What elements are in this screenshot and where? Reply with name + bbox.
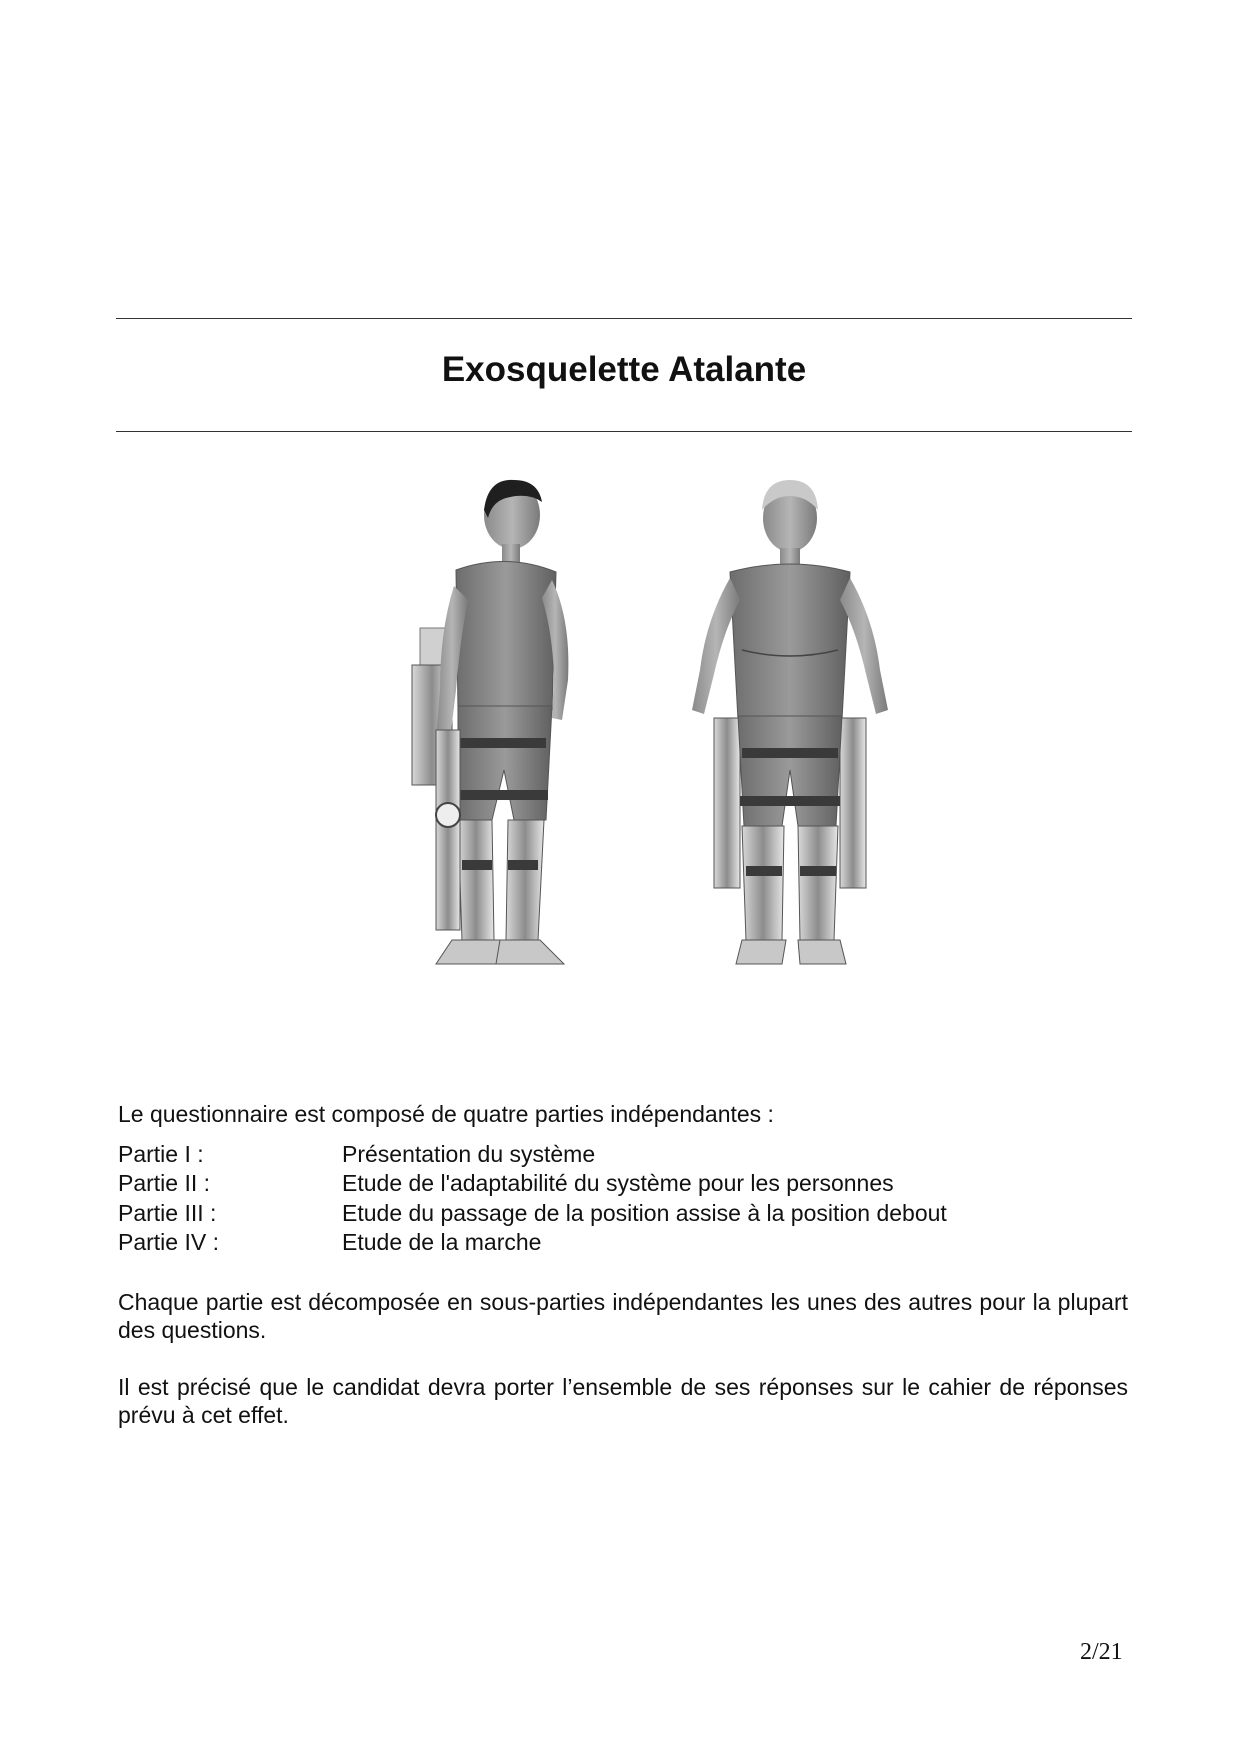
part-description: Etude du passage de la position assise à la position debout xyxy=(342,1199,947,1226)
parts-list xyxy=(118,1140,1128,1257)
part-row xyxy=(118,1140,1128,1169)
page-number: 2/21 xyxy=(1080,1639,1123,1665)
exoskeleton-figure xyxy=(396,470,956,1040)
part-description: Présentation du système xyxy=(342,1141,596,1167)
part-label: Partie II : xyxy=(118,1170,211,1197)
intro-text: Le questionnaire est composé de quatre parties indépendantes : xyxy=(118,1101,774,1127)
paragraph-answers: Il est précisé que le candidat devra porter l’ensemble de ses réponses sur le cahier de réponses prévu à cet effet. xyxy=(118,1374,1128,1428)
part-label: Partie III : xyxy=(118,1199,217,1226)
part-label: Partie IV : xyxy=(118,1228,219,1255)
page-title: Exosquelette Atalante xyxy=(441,350,807,389)
bottom-rule xyxy=(116,431,1132,432)
part-label: Partie I : xyxy=(118,1141,204,1167)
part-description: Etude de l'adaptabilité du système pour les personnes xyxy=(342,1170,894,1197)
paragraph-subparts: Chaque partie est décomposée en sous-parties indépendantes les unes des autres pour la plupart des questions. xyxy=(118,1289,1128,1343)
part-row xyxy=(118,1228,1128,1257)
part-description: Etude de la marche xyxy=(342,1228,542,1255)
front-view-person xyxy=(692,480,888,964)
side-view-person xyxy=(412,480,568,964)
top-rule xyxy=(116,318,1132,319)
part-row xyxy=(118,1199,1128,1228)
part-row xyxy=(118,1169,1128,1198)
